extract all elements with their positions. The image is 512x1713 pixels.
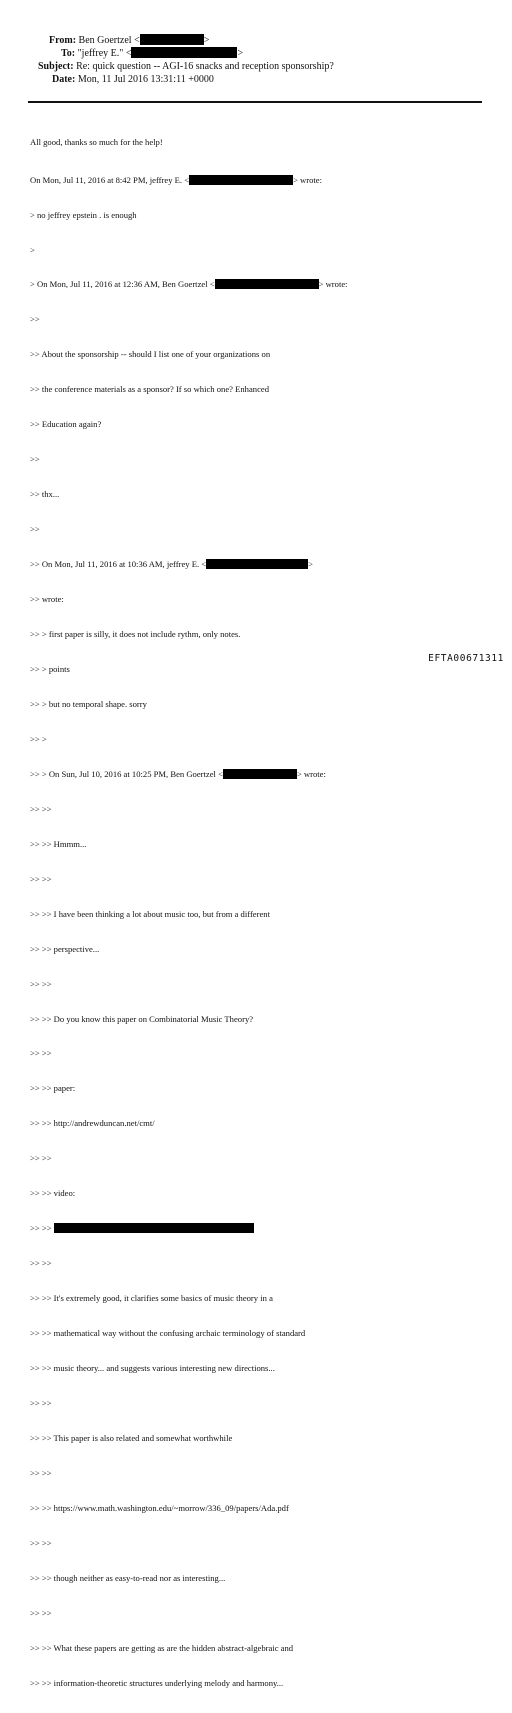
to-label: To:: [61, 48, 76, 59]
redaction-box: [140, 34, 204, 45]
redaction-box: [131, 47, 237, 58]
body-line: >> >>: [30, 1467, 52, 1478]
header-from-row: [49, 34, 209, 47]
redaction-box: [206, 559, 308, 569]
subject-value: Re: quick question -- AGI-16 snacks and reception sponsorship?: [76, 61, 334, 72]
body-line: >> >> perspective...: [30, 943, 100, 954]
body-line: >> >> What these papers are getting as are the hidden abstract-algebraic and: [30, 1642, 294, 1653]
body-line: >> >>: [30, 803, 52, 814]
date-value: Mon, 11 Jul 2016 13:31:11 +0000: [77, 74, 214, 85]
email-body: [30, 114, 490, 1713]
header-subject-row: [38, 61, 334, 73]
body-line: >> thx...: [30, 489, 60, 500]
body-line: >> >> information-theoretic structures underlying melody and harmony...: [30, 1677, 284, 1688]
body-line: >> > first paper is silly, it does not include rythm, only notes.: [30, 629, 241, 640]
header-to-row: [61, 47, 243, 60]
body-line: [30, 175, 490, 187]
body-line: >: [30, 244, 35, 255]
body-line: >> About the sponsorship -- should I list one of your organizations on: [30, 349, 271, 360]
body-line: >> >>: [30, 1153, 52, 1164]
redaction-box: [215, 279, 319, 289]
body-line: [30, 279, 490, 291]
body-line: >> >> Do you know this paper on Combinatorial Music Theory?: [30, 1013, 254, 1024]
body-line: >> >> It's extremely good, it clarifies some basics of music theory in a: [30, 1293, 273, 1304]
subject-label: Subject:: [38, 61, 74, 72]
body-line: >> >> video:: [30, 1188, 76, 1199]
body-line: >> >> I have been thinking a lot about music too, but from a different: [30, 908, 270, 919]
quote-prefix: >> >>: [30, 1223, 52, 1234]
body-line: All good, thanks so much for the help!: [30, 137, 163, 148]
document-id: EFTA00671311: [428, 653, 504, 664]
body-line: >> the conference materials as a sponsor? If so which one? Enhanced: [30, 384, 270, 395]
body-line: >> >> paper:: [30, 1083, 76, 1094]
body-line: > no jeffrey epstein . is enough: [30, 209, 137, 220]
body-line: >> >> music theory... and suggests various interesting new directions...: [30, 1363, 275, 1374]
body-line: >> >> though neither as easy-to-read nor as interesting...: [30, 1572, 226, 1583]
body-line: >> >>: [30, 873, 52, 884]
body-line: >> > points: [30, 663, 70, 674]
from-label: From:: [49, 35, 77, 46]
body-line: >>: [30, 524, 40, 535]
body-line: >> >>: [30, 1258, 52, 1269]
body-line: >> wrote:: [30, 594, 64, 605]
body-line: >>: [30, 314, 40, 325]
quote-header-text: >> > On Sun, Jul 10, 2016 at 10:25 PM, Ben Goertzel <: [30, 768, 223, 779]
header-divider: [28, 101, 482, 103]
from-tail: >: [203, 35, 210, 46]
body-line: >> >> https://www.math.washington.edu/~morrow/336_09/papers/Ada.pdf: [30, 1502, 289, 1513]
body-line: >> >: [30, 733, 47, 744]
redaction-box: [54, 1223, 254, 1233]
to-value: "jeffrey E." <: [77, 48, 132, 59]
quote-header-text: On Mon, Jul 11, 2016 at 8:42 PM, jeffrey E. <: [30, 174, 190, 185]
quote-header-text: >> On Mon, Jul 11, 2016 at 10:36 AM, jeffrey E. <: [30, 559, 207, 570]
body-line: [30, 769, 490, 781]
body-line: >> >> Hmmm...: [30, 838, 87, 849]
body-line: [30, 1223, 490, 1235]
quote-header-tail: > wrote:: [296, 768, 326, 779]
to-tail: >: [237, 48, 244, 59]
body-line: >> >> This paper is also related and somewhat worthwhile: [30, 1432, 233, 1443]
body-line: >> >>: [30, 978, 52, 989]
from-value: Ben Goertzel <: [78, 35, 140, 46]
quote-header-tail: >: [308, 559, 313, 570]
body-line: >> Education again?: [30, 419, 102, 430]
body-line: >>: [30, 454, 40, 465]
body-line: >> >>: [30, 1607, 52, 1618]
date-label: Date:: [52, 74, 76, 85]
body-line: >> >> mathematical way without the confusing archaic terminology of standard: [30, 1328, 306, 1339]
header-date-row: [52, 74, 214, 86]
body-line: >> >>: [30, 1397, 52, 1408]
quote-header-text: > On Mon, Jul 11, 2016 at 12:36 AM, Ben Goertzel <: [30, 279, 215, 290]
body-line: >> >>: [30, 1537, 52, 1548]
body-line: >> >>: [30, 1048, 52, 1059]
redaction-box: [223, 769, 297, 779]
body-line: >> > but no temporal shape. sorry: [30, 698, 147, 709]
redaction-box: [189, 175, 293, 185]
quote-header-tail: > wrote:: [293, 174, 323, 185]
body-line: >> >> http://andrewduncan.net/cmt/: [30, 1118, 155, 1129]
body-line: [30, 559, 490, 571]
quote-header-tail: > wrote:: [318, 279, 348, 290]
